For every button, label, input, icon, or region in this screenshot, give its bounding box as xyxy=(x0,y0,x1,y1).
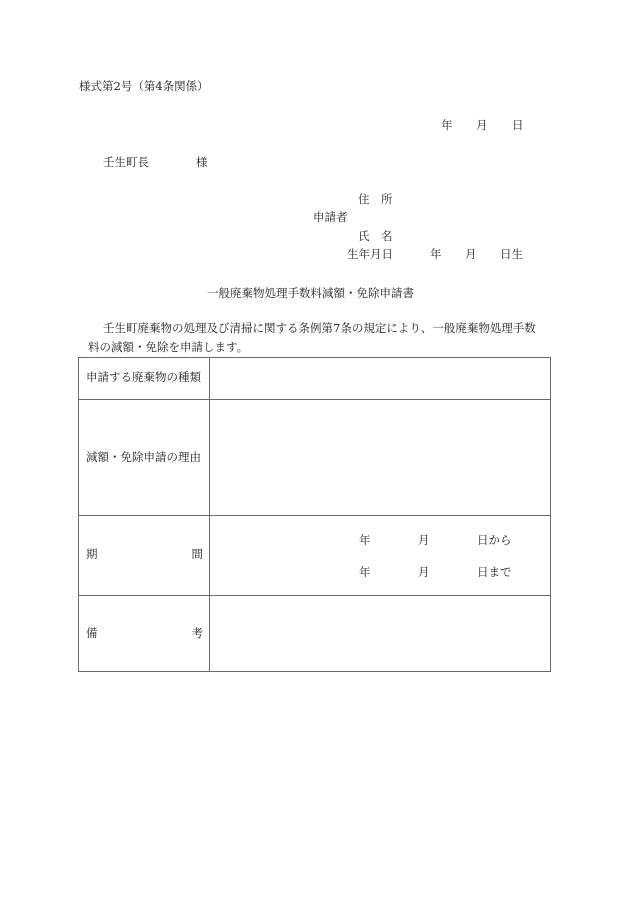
period-from-day: 日から xyxy=(477,533,512,547)
period-to-day: 日まで xyxy=(477,565,512,579)
period-label-left: 期 xyxy=(86,547,98,561)
remarks-label xyxy=(86,628,203,640)
remarks-label-right: 考 xyxy=(191,626,203,640)
period-label xyxy=(86,549,203,561)
addressee-name: 壬生町長 xyxy=(103,155,149,169)
reason-label: 減額・免除申請の理由 xyxy=(86,450,201,464)
address-label: 住 所 xyxy=(358,192,393,206)
period-label-right: 間 xyxy=(191,547,203,561)
addressee-honorific: 様 xyxy=(196,155,208,169)
waste-type-field[interactable] xyxy=(210,358,550,399)
reason-field[interactable] xyxy=(210,400,550,515)
birth-month-label: 月 xyxy=(465,247,477,261)
remarks-field[interactable] xyxy=(210,596,550,671)
period-field[interactable] xyxy=(210,516,550,595)
birth-day-label: 日生 xyxy=(500,247,523,261)
body-line-2: 料の減額・免除を申請します。 xyxy=(88,340,249,354)
birth-year-label: 年 xyxy=(430,247,442,261)
document-title: 一般廃棄物処理手数料減額・免除申請書 xyxy=(207,286,414,300)
remarks-label-left: 備 xyxy=(86,626,98,640)
date-year-label: 年 xyxy=(441,118,453,132)
body-line-1: 壬生町廃棄物の処理及び清掃に関する条例第7条の規定により、一般廃棄物処理手数 xyxy=(103,321,536,335)
period-to-month: 月 xyxy=(418,565,430,579)
applicant-label: 申請者 xyxy=(313,210,348,224)
date-month-label: 月 xyxy=(476,118,488,132)
period-from-month: 月 xyxy=(418,533,430,547)
date-day-label: 日 xyxy=(512,118,524,132)
birthdate-label: 生年月日 xyxy=(347,247,393,261)
waste-type-label: 申請する廃棄物の種類 xyxy=(86,370,201,384)
period-from-year: 年 xyxy=(359,533,371,547)
application-table xyxy=(78,357,551,672)
form-number: 様式第2号（第4条関係） xyxy=(79,79,209,93)
period-to-year: 年 xyxy=(359,565,371,579)
name-label: 氏 名 xyxy=(358,229,393,243)
